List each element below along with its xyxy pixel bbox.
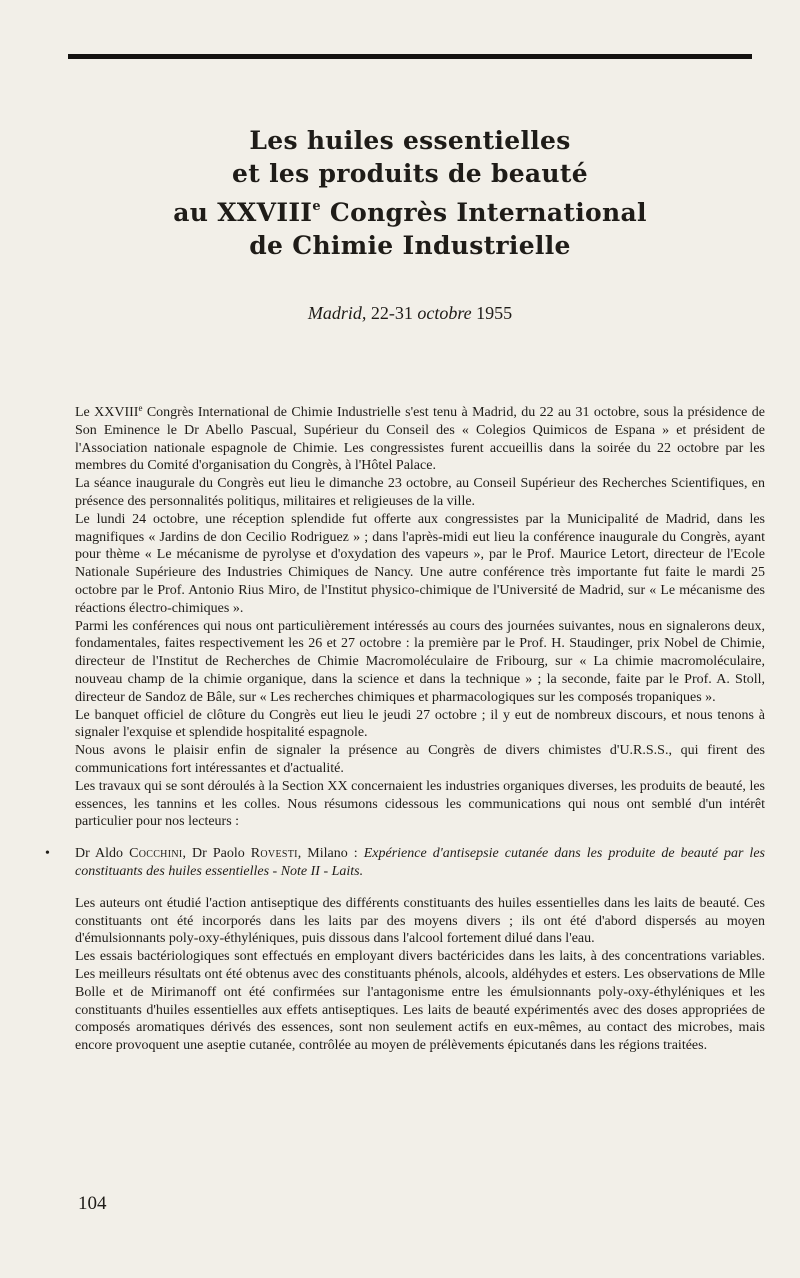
paragraph-4: Parmi les conférences qui nous ont particulièrement intéressés au cours des journées suivantes, nous en signalerons deux, fondamentales, faites respectivement les 26 et 27 octobre : la première par le Prof. H. Staudinger, prix Nobel de Chimie, directeur de l'Institut de Recherches de Chimie Macromoléculaire de Fribourg, sur « La chimie macromoléculaire, nouveau champ de la chimie organique, dans la science et dans la technique » ; la seconde, faite par le Prof. A. Stoll, directeur de Sandoz de Bâle, sur « Les recherches chimiques et pharmacologiques sur les composés tropaniques ». (75, 618, 765, 705)
title-line-4: de Chimie Industrielle (249, 231, 571, 260)
reference-author2-name: Rovesti (250, 846, 298, 862)
paragraph-6: Nous avons le plaisir enfin de signaler la présence au Congrès de divers chimistes d'U.R.S.S., qui firent des communications fort intéressantes et d'actualité. (75, 743, 765, 776)
dateline-place: Madrid, (307, 303, 367, 323)
paragraph-1-start: Le XXVIII (75, 405, 139, 420)
reference-author2-prefix: , Dr Paolo (182, 846, 251, 862)
top-rule (68, 54, 752, 59)
bullet-mark: • (45, 846, 50, 862)
paragraph-1 (75, 400, 765, 475)
dateline-month: octobre (417, 303, 472, 323)
paragraph-1-rest: Congrès International de Chimie Industrielle s'est tenu à Madrid, du 22 au 31 octobre, sous la présidence de Son Eminence le Dr Abello Pascual, Supérieur du Conseil des « Colegios Quimicos de Espana » et président de l'Association nationale espagnole de Chimie. Les congressistes furent accueillis dans la soirée du 22 octobre par les membres du Comité d'organisation du Congrès, à l'Hôtel Palace. (75, 405, 765, 474)
dateline-days: 22-31 (366, 303, 418, 323)
title-line-3-rest: Congrès International (320, 198, 647, 227)
reference-author1-name: Cocchini (129, 846, 183, 862)
reference-title: Expérience d'antisepsie cutanée dans les produite de beauté par les constituants des huiles essentielles - Note II - Laits. (75, 846, 765, 879)
paragraph-3: Le lundi 24 octobre, une réception splendide fut offerte aux congressistes par la Municipalité de Madrid, dans les magnifiques « Jardins de don Cecilio Rodriguez » ; dans l'après-midi eut lieu la conférence inaugurale du Congrès, ayant pour thème « Le mécanisme de pyrolyse et d'oxydation des vapeurs », par le Prof. Maurice Letort, directeur de l'Ecole Nationale Supérieure des Industries Chimiques de Nancy. Une autre conférence très importante fut faite le mardi 25 octobre par le Prof. Antonio Rius Miro, de l'Institut physico-chimique de l'Université de Madrid, sur « Le mécanisme des réactions électro-chimiques ». (75, 511, 765, 616)
title-line-3-start: au XXVIII (173, 198, 313, 227)
title-line-3 (68, 190, 752, 229)
summary-paragraph-1: Les auteurs ont étudié l'action antiseptique des différents constituants des huiles essentielles dans les laits de beauté. Ces constituants ont été incorporés dans les laits par des moyens divers ; ils ont été d'abord dispersés au moyen d'émulsionnants poly-oxy-éthyléniques, puis dissous dans l'alcool fortement dilué dans l'eau. (75, 895, 765, 947)
reference-author1-prefix: Dr Aldo (75, 846, 130, 862)
reference-entry (45, 845, 765, 881)
title-superscript: e (312, 199, 321, 214)
paragraph-5: Le banquet officiel de clôture du Congrès eut lieu le jeudi 27 octobre ; il y eut de nombreux discours, et nous tenons à signaler l'exquise et splendide hospitalité espagnole. (75, 707, 765, 741)
title-line-1: Les huiles essentielles (249, 126, 571, 155)
paragraph-7: Les travaux qui se sont déroulés à la Section XX concernaient les industries organiques diverses, les produits de beauté, les essences, les tannins et les colles. Nous résumons cidessous les communications qui nous ont semblé d'un intérêt particulier pour nos lecteurs : (75, 778, 765, 830)
summary-paragraph-2: Les essais bactériologiques sont effectués en employant divers bactéricides dans les laits, à des concentrations variables. Les meilleurs résultats ont été obtenus avec des constituants phénols, alcools, aldéhydes et esters. Les observations de Mlle Bolle et de Mirimanoff ont été confirmées sur l'antagonisme entre les émulsionnants poly-oxy-éthyléniques et les constituants d'huiles essentielles aux effets antiseptiques. Les laits de beauté expérimentés avec des doses appropriées de composés aromatiques dérivés des essences, sont non seulement actifs en eux-mêmes, au contact des microbes, mais encore provoquent une aseptie cutanée, contrôlée au moyen de prélèvements épicutanés dans les régions traitées. (75, 949, 765, 1054)
page-number: 104 (78, 1193, 107, 1214)
article-body (45, 400, 765, 1055)
title-line-2: et les produits de beauté (232, 159, 588, 188)
article-title (68, 124, 752, 262)
dateline (68, 302, 752, 324)
paragraph-2: La séance inaugurale du Congrès eut lieu le dimanche 23 octobre, au Conseil Supérieur des Recherches Scientifiques, en présence des personnalités politiqus, militaires et religieuses de la ville. (75, 476, 765, 509)
reference-city: , Milano : (297, 846, 364, 862)
paragraph-1-superscript: e (138, 403, 143, 413)
dateline-year: 1955 (471, 303, 513, 323)
